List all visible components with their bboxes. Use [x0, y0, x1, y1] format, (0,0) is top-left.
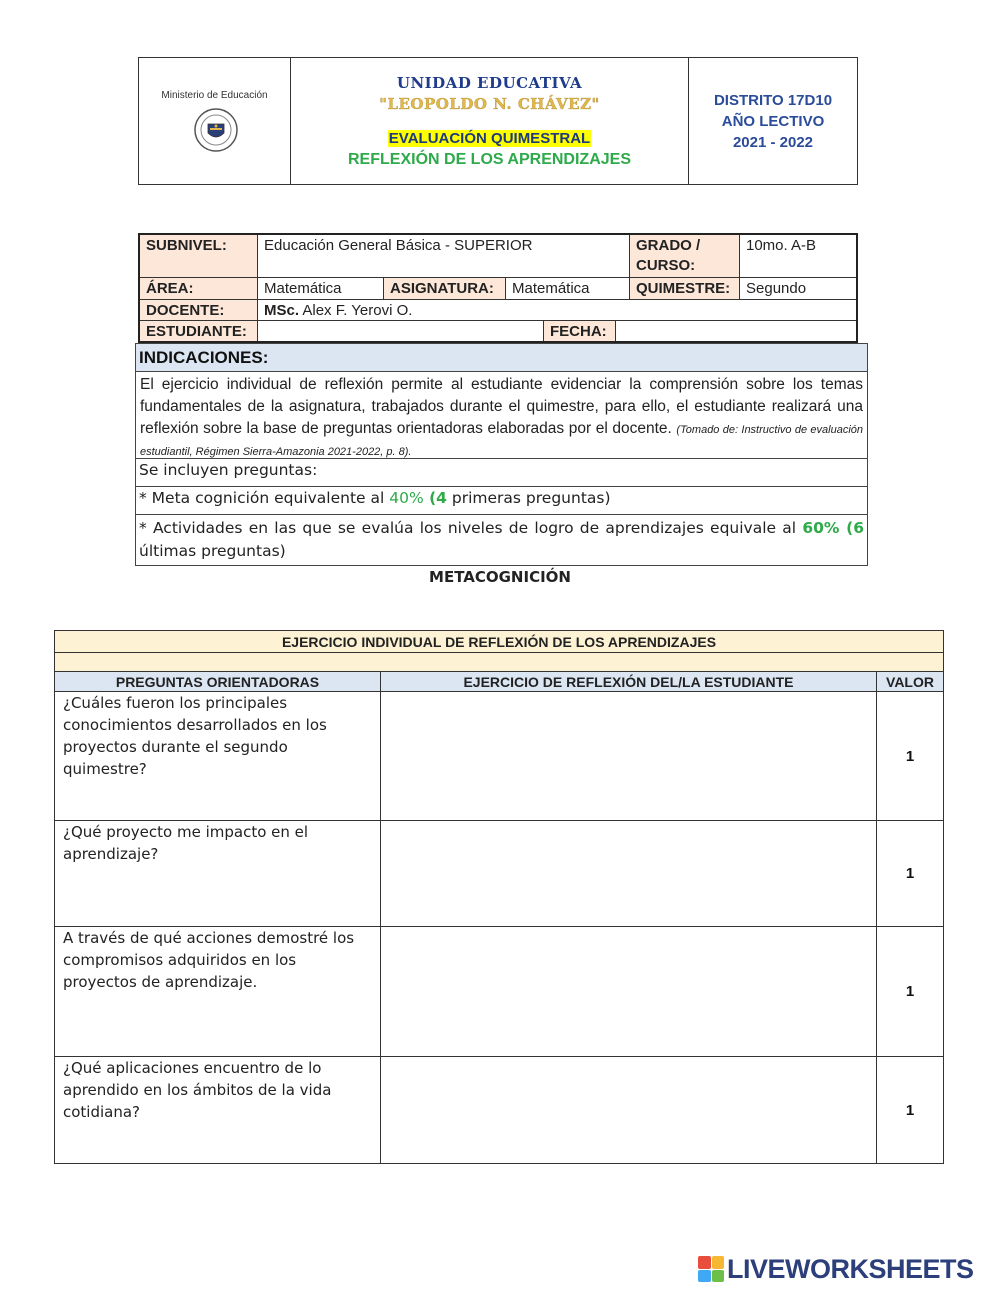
asignatura-value: Matemática	[506, 278, 630, 300]
col-value-header: VALOR	[877, 672, 943, 692]
value-4: 1	[905, 1101, 915, 1119]
logo-block	[698, 1256, 711, 1269]
area-value: Matemática	[258, 278, 384, 300]
district: DISTRITO 17D10	[713, 91, 833, 109]
value-1: 1	[877, 692, 943, 821]
value-3: 1	[877, 927, 943, 1057]
line3-end: últimas preguntas)	[139, 542, 286, 560]
school-seal-icon	[193, 107, 239, 153]
indications-line2	[136, 487, 867, 515]
line3-percent: 60% (6	[802, 519, 864, 537]
col-answer-header: EJERCICIO DE REFLEXIÓN DEL/LA ESTUDIANTE	[381, 672, 877, 692]
school-name-line1: UNIDAD EDUCATIVA	[396, 74, 583, 92]
school-title-cell	[291, 58, 689, 184]
section-title: METACOGNICIÓN	[429, 568, 571, 586]
col-questions-header: PREGUNTAS ORIENTADORAS	[55, 672, 381, 692]
ministry-name: Ministerio de Educación	[161, 90, 268, 101]
evaluation-title: EVALUACIÓN QUIMESTRAL	[388, 130, 591, 147]
indications-text: El ejercicio individual de reflexión permite al estudiante evidenciar la comprensión sobre los temas fundamentales de la asignatura, trabajados durante el quimestre, para ello, el estudiante realizará una reflexión sobre la base de preguntas orientadoras elaboradas por el docente.	[140, 376, 863, 437]
school-name-line2: "LEOPOLDO N. CHÁVEZ"	[379, 95, 600, 113]
line3-text: * Actividades en las que se evalúa los niveles de logro de aprendizajes equivale al	[139, 519, 803, 537]
fecha-input[interactable]	[616, 321, 856, 341]
logo-block	[712, 1270, 725, 1283]
docente-value	[258, 300, 856, 321]
exercise-blank-row	[55, 653, 943, 672]
year-label: AÑO LECTIVO	[721, 112, 825, 130]
quimestre-label: QUIMESTRE:	[630, 278, 740, 300]
grado-label	[630, 235, 740, 278]
answer-2-field[interactable]	[381, 821, 877, 927]
indications-box	[135, 343, 868, 566]
question-4: ¿Qué aplicaciones encuentro de lo aprendido en los ámbitos de la vida cotidiana?	[55, 1057, 381, 1163]
liveworksheets-logo-icon	[698, 1256, 724, 1282]
area-label: ÁREA:	[140, 278, 258, 300]
fecha-label: FECHA:	[544, 321, 616, 341]
grado-label-line1: GRADO /	[636, 237, 701, 254]
indications-body	[136, 372, 867, 459]
question-1: ¿Cuáles fueron los principales conocimientos desarrollados en los proyectos durante el segundo quimestre?	[55, 692, 381, 821]
indications-line3	[136, 515, 867, 567]
subnivel-value: Educación General Básica - SUPERIOR	[258, 235, 630, 278]
exercise-title: EJERCICIO INDIVIDUAL DE REFLEXIÓN DE LOS APRENDIZAJES	[55, 631, 943, 653]
liveworksheets-brand[interactable]	[698, 1254, 974, 1284]
estudiante-input[interactable]	[258, 321, 544, 341]
docente-name: Alex F. Yerovi O.	[302, 302, 413, 319]
exercise-table	[54, 630, 944, 1164]
grado-label-line2: CURSO:	[636, 257, 696, 274]
info-table	[138, 233, 858, 343]
indications-title: INDICACIONES:	[136, 344, 867, 372]
asignatura-label: ASIGNATURA:	[384, 278, 506, 300]
answer-3-field[interactable]	[381, 927, 877, 1057]
document-header	[138, 57, 858, 185]
ministry-logo-cell	[139, 58, 291, 184]
line2-count: (4	[423, 489, 447, 507]
district-cell	[689, 58, 857, 184]
line2-text: * Meta cognición equivalente al	[139, 489, 390, 507]
reflection-title: REFLEXIÓN DE LOS APRENDIZAJES	[348, 151, 631, 168]
logo-block	[712, 1256, 725, 1269]
estudiante-label: ESTUDIANTE:	[140, 321, 258, 341]
quimestre-value: Segundo	[740, 278, 856, 300]
docente-label: DOCENTE:	[140, 300, 258, 321]
answer-1-field[interactable]	[381, 692, 877, 821]
answer-4-field[interactable]	[381, 1057, 877, 1163]
grado-value: 10mo. A-B	[740, 235, 856, 278]
brand-name: LIVEWORKSHEETS	[727, 1253, 974, 1284]
docente-title: MSc.	[264, 302, 300, 319]
line2-end: primeras preguntas)	[446, 489, 611, 507]
question-3: A través de qué acciones demostré los compromisos adquiridos en los proyectos de aprendizaje.	[55, 927, 381, 1057]
line2-percent: 40%	[389, 489, 424, 507]
indications-line1: Se incluyen preguntas:	[136, 459, 867, 487]
indications-citation: (Tomado de: Instructivo de evaluación estudiantil, Régimen Sierra-Amazonia 2021-2022, p. 8).	[140, 424, 864, 458]
subnivel-label: SUBNIVEL:	[140, 235, 258, 278]
question-2: ¿Qué proyecto me impacto en el aprendizaje?	[55, 821, 381, 927]
school-year: 2021 - 2022	[732, 133, 814, 151]
logo-block	[698, 1270, 711, 1283]
value-2: 1	[877, 821, 943, 927]
